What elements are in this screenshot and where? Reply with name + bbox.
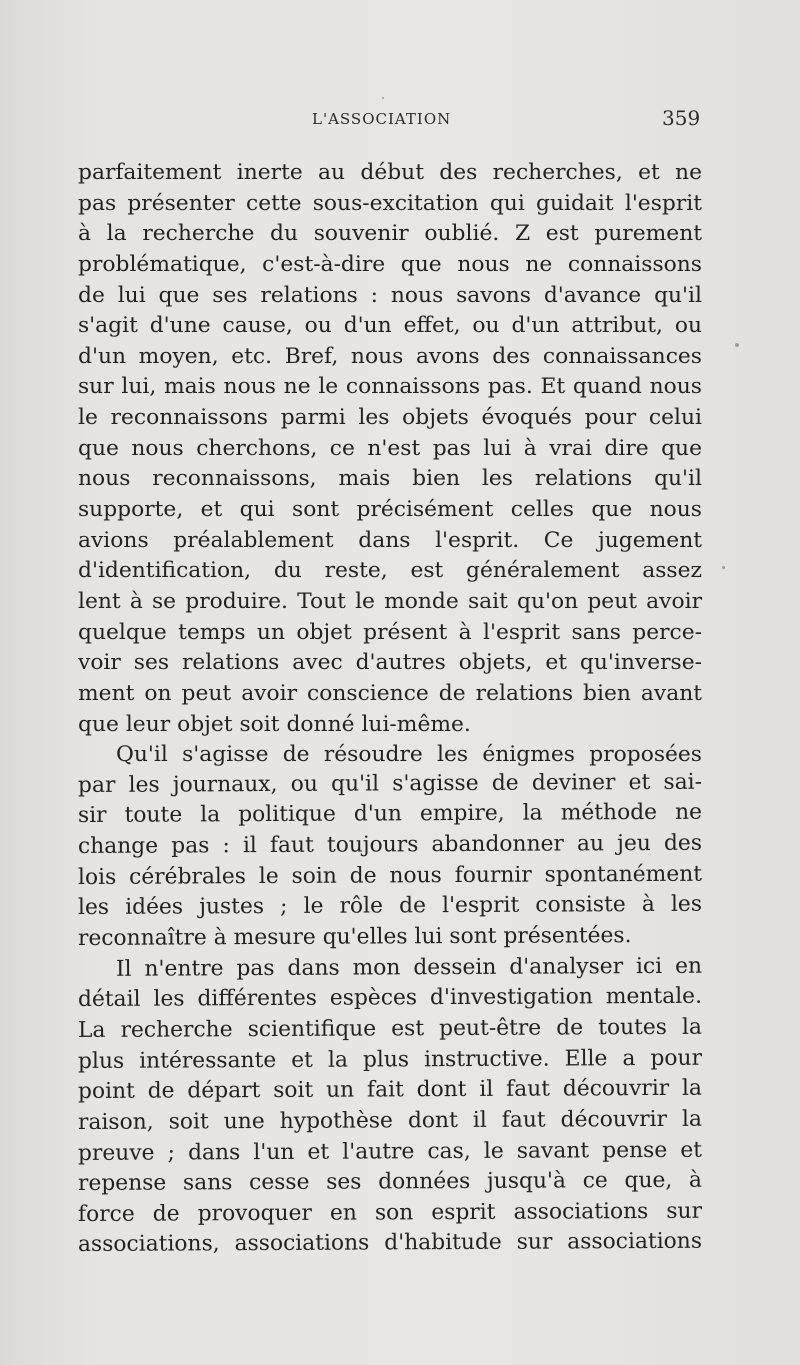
text-line: problématique, c'est-à-dire que nous ne connaissons: [78, 251, 702, 277]
text-line: d'un moyen, etc. Bref, nous avons des connaissances: [78, 343, 702, 369]
text-line: de lui que ses relations : nous savons d'avance qu'il: [78, 282, 702, 308]
page-number: 359: [662, 106, 701, 130]
body-text: [78, 158, 702, 1261]
paragraph-start-line: Qu'il s'agisse de résoudre les énigmes proposées: [116, 742, 702, 768]
text-line: preuve ; dans l'un et l'autre cas, le savant pense et: [77, 1137, 703, 1166]
text-line: La recherche scientifique est peut-être de toutes la: [77, 1014, 703, 1043]
text-line: avions préalablement dans l'esprit. Ce jugement: [78, 527, 702, 553]
text-line: change pas : il faut toujours abandonner au jeu des: [77, 830, 703, 860]
text-line: nous reconnaissons, mais bien les relations qu'il: [78, 466, 702, 492]
running-title: L'ASSOCIATION: [312, 110, 452, 128]
text-line: ment on peut avoir conscience de relations bien avant: [78, 680, 702, 706]
ink-speck: [735, 343, 739, 347]
text-line: plus intéressante et la plus instructive. Elle a pour: [77, 1045, 703, 1074]
text-line: sir toute la politique d'un empire, la méthode ne: [77, 800, 703, 829]
text-line: sur lui, mais nous ne le connaissons pas. Et quand nous: [78, 374, 702, 400]
ink-speck: [382, 97, 384, 99]
text-line: à la recherche du souvenir oublié. Z est purement: [78, 221, 702, 247]
text-line: point de départ soit un fait dont il faut découvrir la: [77, 1075, 703, 1105]
text-line: associations, associations d'habitude sur associations: [77, 1229, 703, 1258]
text-line: lois cérébrales le soin de nous fournir spontanément: [77, 861, 703, 890]
paragraph-end-line: reconnaître à mesure qu'elles lui sont présentées.: [77, 923, 632, 952]
text-line: quelque temps un objet présent à l'esprit sans perce-: [78, 619, 702, 645]
text-line: supporte, et qui sont précisément celles que nous: [78, 497, 702, 523]
text-line: raison, soit une hypothèse dont il faut découvrir la: [77, 1106, 703, 1135]
text-line: force de provoquer en son esprit associations sur: [77, 1198, 703, 1227]
text-line: voir ses relations avec d'autres objets, et qu'inverse-: [78, 650, 702, 676]
text-line: que nous cherchons, ce n'est pas lui à vrai dire que: [78, 435, 702, 461]
text-line: pas présenter cette sous-excitation qui guidait l'esprit: [78, 190, 702, 216]
text-line: lent à se produire. Tout le monde sait qu'on peut avoir: [78, 588, 702, 614]
text-line: par les journaux, ou qu'il s'agisse de deviner et sai-: [77, 769, 703, 798]
text-line: les idées justes ; le rôle de l'esprit consiste à les: [77, 892, 703, 921]
text-line: le reconnaissons parmi les objets évoqués pour celui: [78, 405, 702, 431]
text-line: détail les différentes espèces d'investigation mentale.: [77, 984, 703, 1013]
text-line: s'agit d'une cause, ou d'un effet, ou d'un attribut, ou: [78, 313, 702, 339]
running-head: [0, 106, 800, 136]
text-line: repense sans cesse ses données jusqu'à ce que, à: [77, 1167, 703, 1197]
text-line: d'identification, du reste, est généralement assez: [78, 558, 702, 584]
paragraph-end-line: que leur objet soit donné lui-même.: [78, 711, 471, 737]
ink-speck: [722, 566, 725, 569]
text-line: parfaitement inerte au début des recherches, et ne: [78, 160, 702, 185]
paragraph-start-line: Il n'entre pas dans mon dessein d'analyser ici en: [115, 953, 703, 982]
